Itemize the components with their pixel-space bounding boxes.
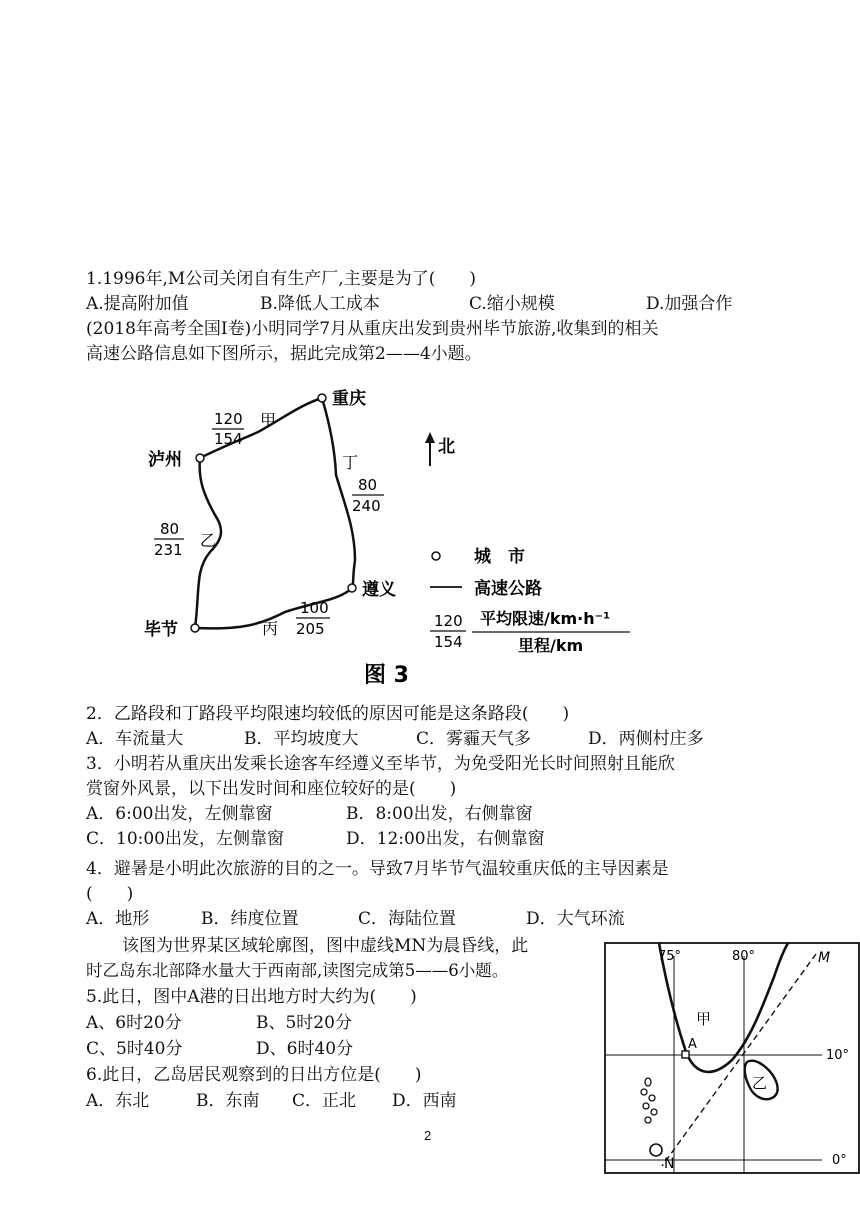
q1-stem: 1.1996年,M公司关闭自有生产厂,主要是为了( ) xyxy=(86,269,476,289)
q1-option-d: D.加强合作 xyxy=(646,294,733,314)
q6-option-b: B．东南 xyxy=(196,1091,260,1111)
label-a: A xyxy=(688,1037,697,1052)
q4-option-c: C．海陆位置 xyxy=(358,909,457,929)
seg-yi-distance: 231 xyxy=(154,541,183,559)
region-map xyxy=(604,942,860,1174)
q3-option-d: D．12:00出发，右侧靠窗 xyxy=(346,829,545,849)
seg-bing-speed: 100 xyxy=(300,599,329,617)
legend-highway-label: 高速公路 xyxy=(474,579,542,599)
seg-ding-speed: 80 xyxy=(358,476,378,494)
lon-80-label: 80° xyxy=(732,949,756,964)
legend-city-label: 城 市 xyxy=(474,547,525,567)
city-zunyi: 遵义 xyxy=(362,580,396,600)
legend-city-icon xyxy=(432,552,440,560)
q4-option-d: D．大气环流 xyxy=(526,909,625,929)
q4-stem-line2: ( ) xyxy=(86,884,134,904)
q2-stem: 2．乙路段和丁路段平均限速均较低的原因可能是这条路段( ) xyxy=(86,704,570,724)
seg-bing-name: 丙 xyxy=(262,619,279,638)
q1-option-a: A.提高附加值 xyxy=(86,294,189,314)
legend-distance-label: 里程/km xyxy=(518,636,584,655)
road-ding xyxy=(322,398,355,588)
seg-yi-speed: 80 xyxy=(160,520,180,538)
q6-option-a: A．东北 xyxy=(86,1091,150,1111)
q6-option-c: C．正北 xyxy=(292,1091,357,1111)
q2-option-c: C．雾霾天气多 xyxy=(416,729,532,749)
city-luzhou-marker xyxy=(196,454,204,462)
seg-jia-name: 甲 xyxy=(260,411,277,430)
q4-option-b: B．纬度位置 xyxy=(201,909,299,929)
intro1-line1: (2018年高考全国Ⅰ卷)小明同学7月从重庆出发到贵州毕节旅游,收集到的相关 xyxy=(86,319,659,339)
q5-option-b: B、5时20分 xyxy=(256,1013,352,1033)
lat-0-label: 0° xyxy=(832,1153,847,1168)
q3-option-a: A．6:00出发，左侧靠窗 xyxy=(86,804,273,824)
label-jia: 甲 xyxy=(696,1010,712,1028)
port-a-marker xyxy=(682,1051,689,1058)
seg-ding-distance: 240 xyxy=(352,497,381,515)
q6-stem: 6.此日，乙岛居民观察到的日出方位是( ) xyxy=(86,1065,422,1085)
legend-sample-distance: 154 xyxy=(434,633,463,651)
city-luzhou: 泸州 xyxy=(148,450,182,470)
q5-option-d: D、6时40分 xyxy=(256,1039,354,1059)
q5-stem: 5.此日，图中A港的日出地方时大约为( ) xyxy=(86,987,417,1007)
q5-option-a: A、6时20分 xyxy=(86,1013,182,1033)
legend-speed-label: 平均限速/km·h⁻¹ xyxy=(480,609,611,628)
city-bijie-marker xyxy=(191,624,199,632)
seg-ding-name: 丁 xyxy=(342,453,359,472)
q1-option-c: C.缩小规模 xyxy=(469,294,555,314)
q4-option-a: A．地形 xyxy=(86,909,150,929)
label-n: N xyxy=(664,1156,675,1172)
label-yi: 乙 xyxy=(752,1074,768,1092)
legend-sample-speed: 120 xyxy=(434,612,463,630)
intro1-line2: 高速公路信息如下图所示，据此完成第2——4小题。 xyxy=(86,344,482,364)
highway-map xyxy=(140,380,640,690)
lon-75-label: 75° xyxy=(658,949,682,964)
q2-option-d: D．两侧村庄多 xyxy=(588,729,704,749)
q5-option-c: C、5时40分 xyxy=(86,1039,183,1059)
intro2-line2: 时乙岛东北部降水量大于西南部,读图完成第5——6小题。 xyxy=(86,961,509,980)
city-zunyi-marker xyxy=(348,584,356,592)
seg-yi-name: 乙 xyxy=(200,531,217,550)
q3-stem-line1: 3．小明若从重庆出发乘长途客车经遵义至毕节，为免受阳光长时间照射且能欣 xyxy=(86,754,675,774)
page-number: 2 xyxy=(424,1128,432,1143)
city-bijie: 毕节 xyxy=(144,620,178,640)
figure-caption: 图 3 xyxy=(364,663,409,688)
q2-option-b: B．平均坡度大 xyxy=(244,729,359,749)
label-m: M xyxy=(818,950,831,966)
intro2-line1: 该图为世界某区域轮廓图，图中虚线MN为晨昏线，此 xyxy=(122,936,529,956)
seg-bing-distance: 205 xyxy=(296,620,325,638)
city-chongqing-marker xyxy=(318,394,326,402)
seg-jia-distance: 154 xyxy=(214,430,243,448)
north-label: 北 xyxy=(438,437,455,457)
q2-option-a: A．车流量大 xyxy=(86,729,184,749)
q3-option-b: B．8:00出发，右侧靠窗 xyxy=(346,804,533,824)
city-chongqing: 重庆 xyxy=(332,389,366,409)
q3-stem-line2: 赏窗外风景，以下出发时间和座位较好的是( ) xyxy=(86,779,457,799)
q4-stem-line1: 4．避暑是小明此次旅游的目的之一。导致7月毕节气温较重庆低的主导因素是 xyxy=(86,859,669,879)
seg-jia-speed: 120 xyxy=(214,410,243,428)
q3-option-c: C．10:00出发，左侧靠窗 xyxy=(86,829,284,849)
q6-option-d: D．西南 xyxy=(392,1091,457,1111)
q1-option-b: B.降低人工成本 xyxy=(260,294,380,314)
lat-10-label: 10° xyxy=(826,1048,850,1063)
